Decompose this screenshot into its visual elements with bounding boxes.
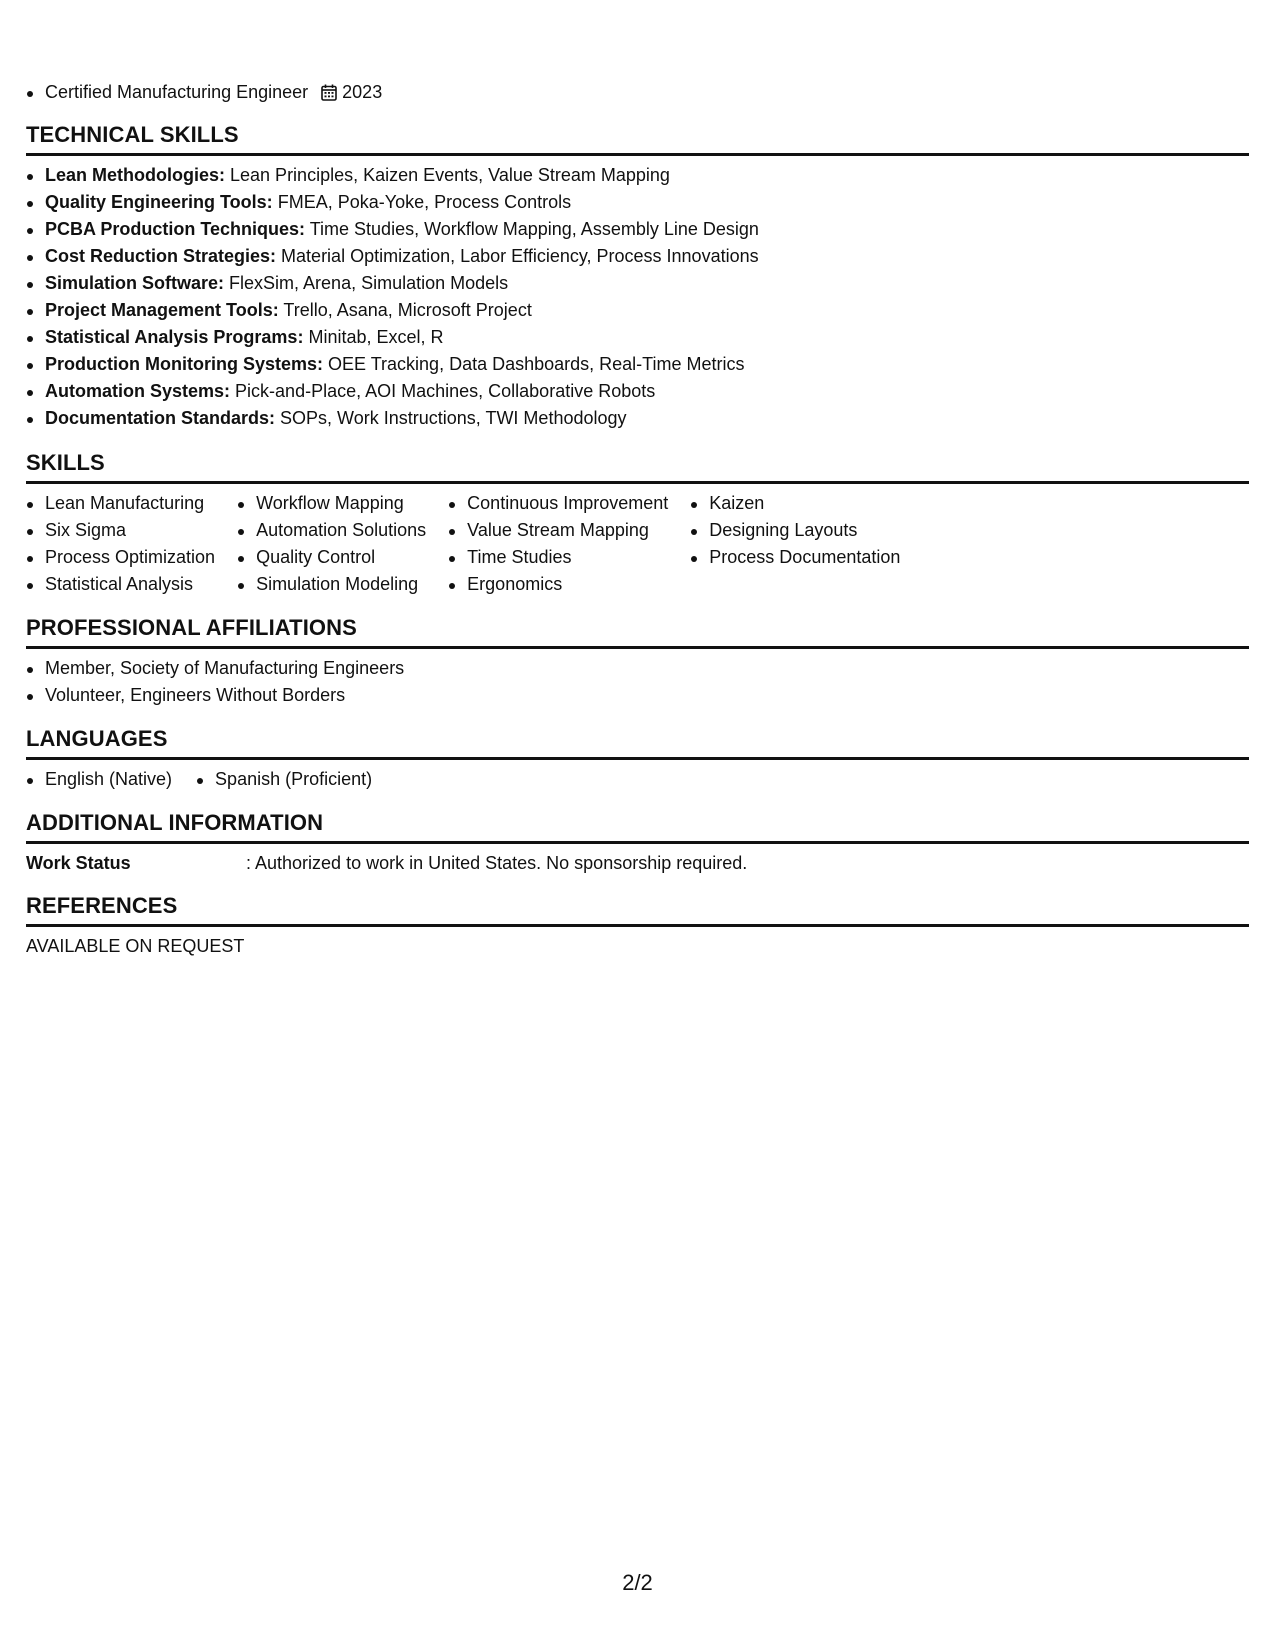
section-heading: LANGUAGES [26,726,1249,760]
list-item [26,162,1249,189]
list-item: Volunteer, Engineers Without Borders [26,682,1249,709]
skill-label: Simulation Software: [45,273,225,293]
skill-label: Documentation Standards: [45,408,276,428]
list-item: Workflow Mapping [237,490,426,517]
references-section [26,893,1249,960]
list-item: Designing Layouts [690,517,900,544]
list-item [26,351,1249,378]
list-item: Spanish (Proficient) [196,766,372,793]
list-item: Continuous Improvement [448,490,668,517]
affiliations-list [26,655,1249,709]
certification-item [26,79,382,106]
skill-value: Minitab, Excel, R [308,327,444,347]
skill-label: Quality Engineering Tools: [45,192,273,212]
list-item: Member, Society of Manufacturing Engineers [26,655,1249,682]
skill-value: Material Optimization, Labor Efficiency, Process Innovations [281,246,759,266]
info-value: : Authorized to work in United States. No sponsorship required. [246,853,748,873]
list-item [26,189,1249,216]
list-item: Statistical Analysis [26,571,215,598]
list-item: Lean Manufacturing [26,490,215,517]
skill-value: FMEA, Poka-Yoke, Process Controls [277,192,572,212]
languages-list [26,766,1249,793]
certification-year: 2023 [342,82,383,102]
skills-column [26,490,215,598]
section-heading: TECHNICAL SKILLS [26,122,1249,156]
skills-grid [26,490,1249,598]
languages-section [26,726,1249,793]
list-item [26,243,1249,270]
technical-skills-section [26,122,1249,432]
additional-information-section [26,810,1249,877]
certification-list [26,79,382,106]
skills-section [26,450,1249,598]
skills-column [690,490,900,598]
skills-column [237,490,426,598]
skill-label: Lean Methodologies: [45,165,225,185]
skills-column [448,490,668,598]
certification-date [321,79,382,106]
list-item [26,270,1249,297]
list-item: Automation Solutions [237,517,426,544]
list-item: Value Stream Mapping [448,517,668,544]
list-item: Process Documentation [690,544,900,571]
skill-value: Pick-and-Place, AOI Machines, Collaborative Robots [235,381,656,401]
list-item: Six Sigma [26,517,215,544]
page-number: 2/2 [622,1570,653,1595]
list-item [26,405,1249,432]
skill-value: OEE Tracking, Data Dashboards, Real-Time Metrics [328,354,745,374]
skill-label: PCBA Production Techniques: [45,219,306,239]
technical-skills-list [26,162,1249,432]
list-item: Process Optimization [26,544,215,571]
info-row [26,850,1249,877]
references-text: AVAILABLE ON REQUEST [26,936,245,956]
list-item: English (Native) [26,766,172,793]
list-item [26,216,1249,243]
section-heading: REFERENCES [26,893,1249,927]
skill-label: Production Monitoring Systems: [45,354,324,374]
section-heading: PROFESSIONAL AFFILIATIONS [26,615,1249,649]
list-item: Ergonomics [448,571,668,598]
skill-value: Time Studies, Workflow Mapping, Assembly Line Design [309,219,759,239]
info-label: Work Status [26,853,131,873]
list-item: Kaizen [690,490,900,517]
skill-label: Automation Systems: [45,381,231,401]
skill-value: Lean Principles, Kaizen Events, Value Stream Mapping [230,165,670,185]
skill-label: Cost Reduction Strategies: [45,246,277,266]
list-item [26,297,1249,324]
list-item: Quality Control [237,544,426,571]
list-item [26,378,1249,405]
skill-value: Trello, Asana, Microsoft Project [283,300,532,320]
skill-value: FlexSim, Arena, Simulation Models [229,273,509,293]
skill-label: Statistical Analysis Programs: [45,327,304,347]
list-item: Simulation Modeling [237,571,426,598]
list-item [26,324,1249,351]
list-item: Time Studies [448,544,668,571]
skill-label: Project Management Tools: [45,300,279,320]
section-heading: ADDITIONAL INFORMATION [26,810,1249,844]
skill-value: SOPs, Work Instructions, TWI Methodology [280,408,627,428]
certification-name: Certified Manufacturing Engineer [45,82,309,102]
section-heading: SKILLS [26,450,1249,484]
calendar-icon [321,84,337,101]
affiliations-section [26,615,1249,709]
